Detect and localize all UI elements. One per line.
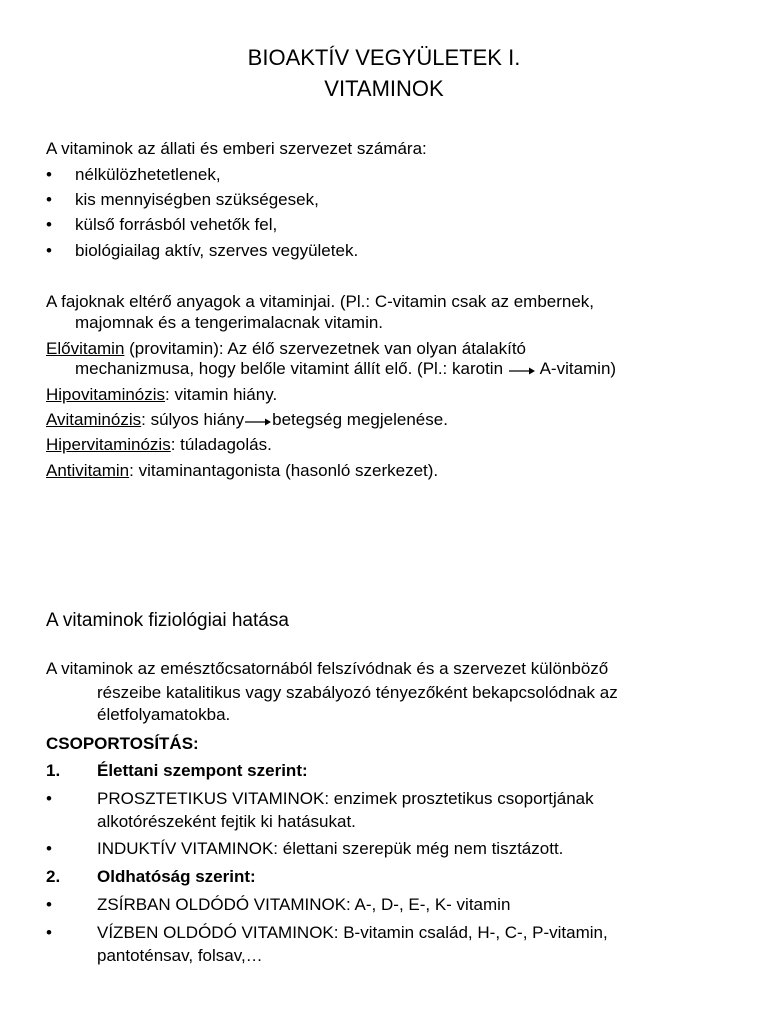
bullet-icon: • xyxy=(46,923,52,942)
hipovitaminozis-line xyxy=(46,385,277,405)
hipovitaminozis-definition: : vitamin hiány. xyxy=(165,385,278,404)
elovitamin-result: A-vitamin) xyxy=(539,359,617,378)
bullet-icon: • xyxy=(46,839,52,858)
page-title-line1: BIOAKTÍV VEGYÜLETEK I. xyxy=(247,45,521,70)
bullet-icon: • xyxy=(46,241,52,260)
species-line2: majomnak és a tengerimalacnak vitamin. xyxy=(75,313,384,332)
antivitamin-term: Antivitamin xyxy=(46,461,130,480)
hipervitaminozis-line xyxy=(46,435,272,455)
hipervitaminozis-definition: : túladagolás. xyxy=(170,435,272,454)
avitaminozis-line xyxy=(46,410,448,430)
antivitamin-definition: : vitaminantagonista (hasonló szerkezet). xyxy=(129,461,439,480)
elovitamin-term: Elővitamin xyxy=(46,339,125,358)
prosthetic-vitamins-line1: PROSZTETIKUS VITAMINOK: enzimek prosztetikus csoportjának xyxy=(97,789,594,808)
elovitamin-definition-cont: mechanizmusa, hogy belőle vitamint állít elő. (Pl.: karotin xyxy=(75,359,504,378)
hipervitaminozis-term: Hipervitaminózis xyxy=(46,435,171,454)
intro-lead: A vitaminok az állati és emberi szervezet számára: xyxy=(46,139,427,158)
bullet-icon: • xyxy=(46,895,52,914)
physiology-para-line1: A vitaminok az emésztőcsatornából felszívódnak és a szervezet különböző xyxy=(46,659,609,678)
physiology-para-line3: életfolyamatokba. xyxy=(97,705,231,724)
inductive-vitamins: INDUKTÍV VITAMINOK: élettani szerepük még nem tisztázott. xyxy=(97,839,564,858)
water-soluble-vitamins-line2: pantoténsav, folsav,… xyxy=(97,946,263,965)
arrow-right-icon xyxy=(508,365,536,375)
antivitamin-line xyxy=(46,461,438,481)
section-heading: A vitaminok fiziológiai hatása xyxy=(46,610,289,631)
grouping-title: CSOPORTOSÍTÁS: xyxy=(46,734,199,753)
elovitamin-line1 xyxy=(46,339,526,359)
hipovitaminozis-term: Hipovitaminózis xyxy=(46,385,166,404)
intro-bullet: nélkülözhetetlenek, xyxy=(75,165,221,184)
water-soluble-vitamins-line1: VÍZBEN OLDÓDÓ VITAMINOK: B-vitamin család, H-, C-, P-vitamin, xyxy=(97,923,608,942)
bullet-icon: • xyxy=(46,190,52,209)
intro-bullet: külső forrásból vehetők fel, xyxy=(75,215,278,234)
bullet-icon: • xyxy=(46,215,52,234)
prosthetic-vitamins-line2: alkotórészeként fejtik ki hatásukat. xyxy=(97,812,356,831)
bullet-icon: • xyxy=(46,165,52,184)
avitaminozis-result: betegség megjelenése. xyxy=(272,410,448,429)
page-title-line2: VITAMINOK xyxy=(324,76,444,101)
group-title: Élettani szempont szerint: xyxy=(97,761,308,780)
intro-bullet: biológiailag aktív, szerves vegyületek. xyxy=(75,241,359,260)
intro-bullet: kis mennyiségben szükségesek, xyxy=(75,190,319,209)
physiology-para-line2: részeibe katalitikus vagy szabályozó tényezőként bekapcsolódnak az xyxy=(97,683,618,702)
arrow-right-icon xyxy=(244,416,272,426)
elovitamin-definition: (provitamin): Az élő szervezetnek van olyan átalakító xyxy=(124,339,527,358)
bullet-icon: • xyxy=(46,789,52,808)
group-title: Oldhatóság szerint: xyxy=(97,867,256,886)
group-number: 2. xyxy=(46,867,61,886)
group-number: 1. xyxy=(46,761,61,780)
species-line1: A fajoknak eltérő anyagok a vitaminjai. (Pl.: C-vitamin csak az embernek, xyxy=(46,292,595,311)
avitaminozis-definition: : súlyos hiány xyxy=(141,410,245,429)
elovitamin-line2 xyxy=(75,359,616,379)
fat-soluble-vitamins: ZSÍRBAN OLDÓDÓ VITAMINOK: A-, D-, E-, K- vitamin xyxy=(97,895,511,914)
avitaminozis-term: Avitaminózis xyxy=(46,410,142,429)
